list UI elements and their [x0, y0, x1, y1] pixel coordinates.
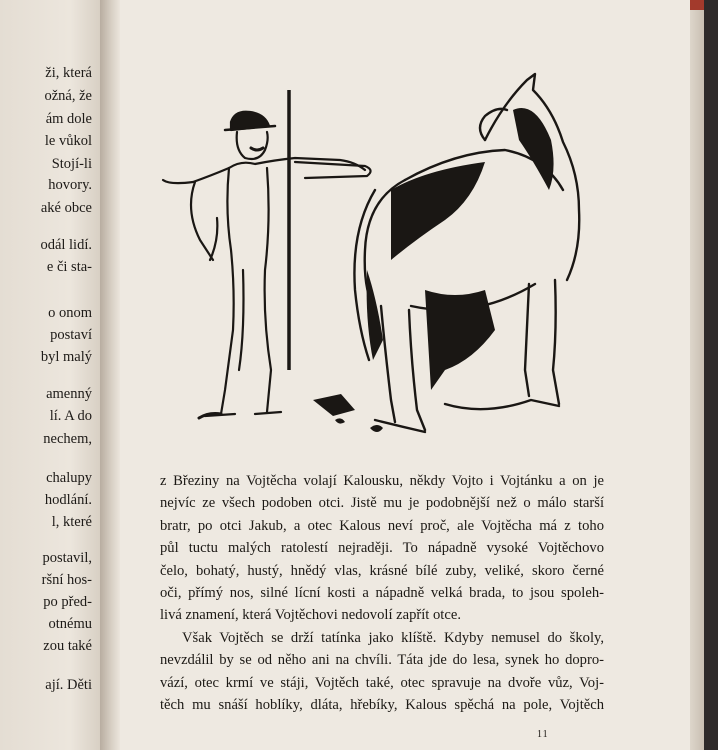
- left-page-line: ršní hos-: [41, 572, 92, 588]
- book-gutter: [100, 0, 120, 750]
- left-page-line: aké obce: [40, 200, 92, 216]
- page-number: 11: [537, 729, 549, 740]
- man-figure: [163, 112, 371, 418]
- body-line: Však Vojtěch se drží tatínka jako klíště. Kdyby nemusel do školy,: [182, 629, 604, 646]
- left-page-line: Stojí-li: [51, 156, 92, 172]
- left-page-line: odál lidí.: [40, 237, 92, 253]
- body-text: [160, 470, 604, 716]
- horse-shading: [313, 108, 554, 432]
- left-page: [0, 0, 100, 750]
- left-page-line: o onom: [48, 305, 92, 321]
- page-edge: [690, 0, 704, 750]
- book-binding: [704, 0, 718, 750]
- left-page-line: byl malý: [40, 349, 92, 365]
- left-page-line: ži, která: [45, 65, 92, 81]
- left-page-line: chalupy: [46, 470, 92, 486]
- body-line: těch mu snáší hoblíky, dláta, hřebíky, Kalous spěchá na pole, Vojtěch: [160, 697, 604, 714]
- body-line: oči, přímý nos, silné lícní kosti a nápadně velká brada, to jsou spoleh-: [160, 585, 604, 602]
- body-line: bratr, po otci Jakub, a otec Kalous neví proč, ale Vojtěcha má z toho: [160, 517, 604, 534]
- body-line: čelo, bohatý, hustý, hnědý vlas, krásné bílé zuby, veliké, skoro černé: [160, 562, 604, 579]
- body-line: půl tuctu malých ratolestí nejraději. To nápadně vysoké Vojtěchovo: [160, 540, 604, 557]
- left-page-line: ám dole: [45, 111, 92, 127]
- left-page-line: po před-: [43, 594, 92, 610]
- left-page-line: hovory.: [48, 177, 92, 193]
- left-page-line: postavil,: [42, 550, 92, 566]
- left-page-line: ají. Děti: [45, 677, 92, 693]
- left-page-line: postaví: [50, 327, 92, 343]
- left-page-line: zou také: [43, 638, 92, 654]
- left-page-line: ožná, že: [44, 88, 92, 104]
- edge-red-mark: [690, 0, 704, 10]
- horse-figure: [354, 74, 579, 432]
- body-line: livá znamení, která Vojtěchovi nedovolí zapřít otce.: [160, 607, 461, 624]
- left-page-line: otnému: [48, 616, 92, 632]
- body-line: z Březiny na Vojtěcha volají Kalousku, někdy Vojto i Vojtánku a on je: [160, 473, 604, 489]
- left-page-line: l, které: [51, 514, 92, 530]
- body-line: vází, otec krmí ve stáji, Vojtěch také, otec spravuje na dvoře vůz, Voj-: [160, 674, 604, 691]
- left-page-line: hodlání.: [44, 492, 92, 508]
- illustration-man-with-horse: [155, 70, 605, 450]
- body-line: nevzdálil by se od něho ani na chvíli. Táta jde do lesa, synek ho dopro-: [160, 652, 604, 669]
- left-page-line: amenný: [46, 386, 92, 402]
- left-page-line: le vůkol: [44, 133, 92, 149]
- left-page-line: nechem,: [43, 431, 92, 447]
- left-page-line: e či sta-: [46, 259, 92, 275]
- body-line: nejvíc ze všech podoben otci. Jistě mu je podobnější než o málo starší: [160, 495, 604, 512]
- left-page-line: lí. A do: [49, 408, 92, 424]
